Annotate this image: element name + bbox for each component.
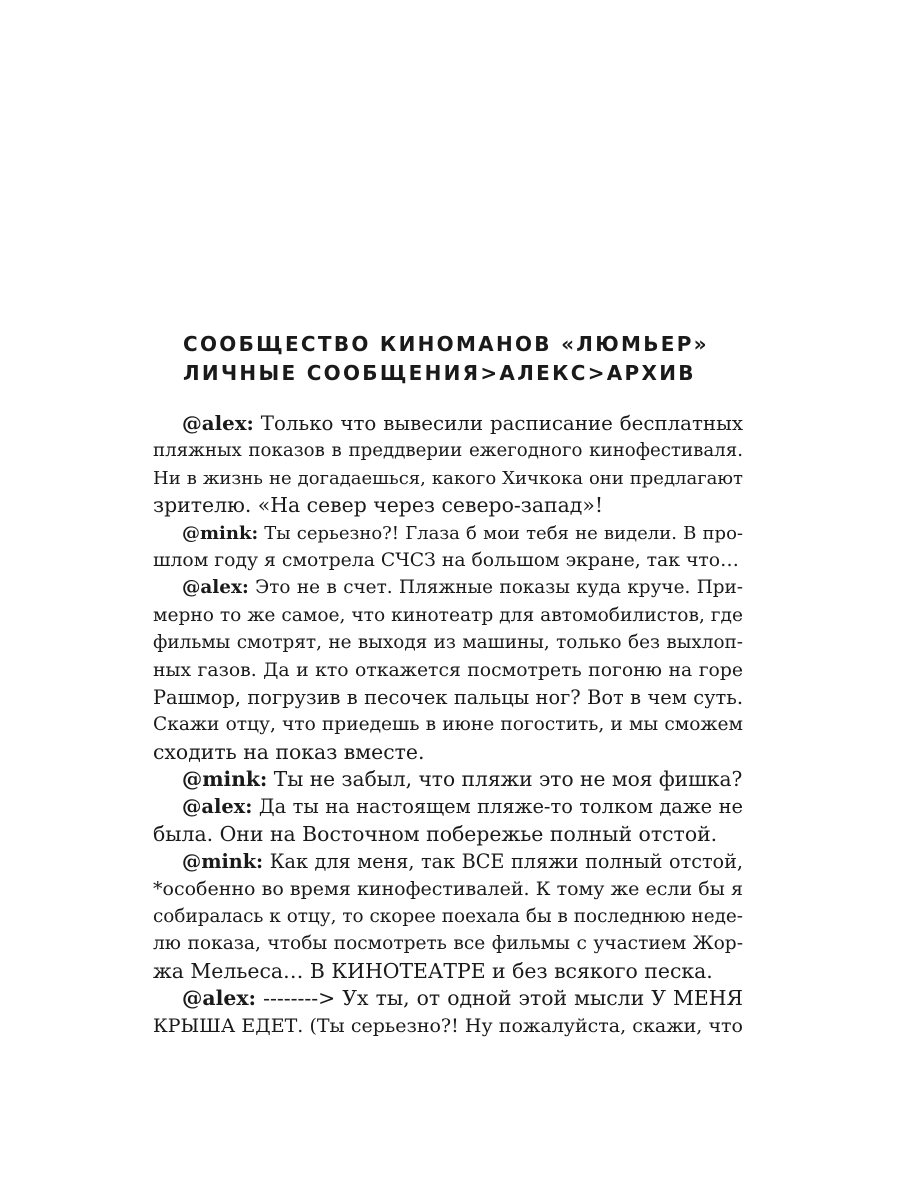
message-line: фильмы смотрят, не выходя из машины, только без выхлоп- (153, 632, 743, 654)
message-line: ных газов. Да и кто откажется посмотреть погоню на горе (153, 659, 743, 681)
message-alex (153, 410, 743, 520)
speaker-name: @alex: (182, 411, 254, 435)
message-first-line (153, 520, 743, 547)
message-alex (153, 574, 743, 766)
message-alex (153, 985, 743, 1040)
message-mink (153, 848, 743, 985)
message-line: пляжных показов в преддверии ежегодного кинофестиваля. (153, 440, 743, 462)
message-line: *особенно во время кинофестивалей. К тому же если бы я (153, 877, 743, 900)
message-text: Это не в счет. Пляжные показы куда круче. При- (255, 577, 743, 599)
chat-transcript (153, 410, 743, 1040)
message-text: Да ты на настоящем пляже-то толком даже не (258, 795, 743, 819)
message-first-line (153, 848, 743, 875)
message-mink (153, 766, 743, 793)
message-line: Ни в жизнь не догадаешься, какого Хичкока они предлагают (153, 467, 743, 489)
message-text: Ты серьезно?! Глаза б мои тебя не видели. В про- (264, 522, 743, 544)
message-line: зрителю. «На север через северо-запад»! (153, 493, 604, 518)
speaker-name: @mink: (182, 850, 264, 874)
message-mink (153, 520, 743, 575)
speaker-name: @alex: (182, 577, 249, 599)
heading-line-1: СООБЩЕСТВО КИНОМАНОВ «ЛЮМЬЕР» (183, 332, 709, 356)
speaker-name: @mink: (182, 522, 259, 544)
message-text: Ты не забыл, что пляжи это не моя фишка? (273, 767, 743, 792)
message-line: лю показа, чтобы посмотреть все фильмы с участием Жор- (153, 933, 743, 955)
message-first-line (153, 410, 743, 437)
message-line: КРЫША ЕДЕТ. (Ты серьезно?! Ну пожалуйста, скажи, что (153, 1014, 743, 1037)
message-first-line (153, 985, 743, 1012)
message-line: шлом году я смотрела СЧСЗ на большом экране, так что… (153, 549, 739, 571)
message-first-line (153, 574, 743, 601)
message-text: Как для меня, так ВСЕ пляжи полный отстой, (269, 850, 743, 874)
message-first-line (153, 766, 743, 793)
message-line: Рашмор, погрузив в песочек пальцы ног? Вот в чем суть. (153, 685, 743, 709)
speaker-name: @alex: (182, 986, 257, 1011)
message-line: мерно то же самое, что кинотеатр для автомобилистов, где (153, 604, 743, 626)
message-line: была. Они на Восточном побережье полный отстой. (153, 821, 718, 846)
message-line: Скажи отцу, что приедешь в июне погостить, и мы сможем (153, 714, 743, 736)
chapter-heading (183, 330, 783, 388)
message-line: собиралась к отцу, то скорее поехала бы в последнюю неде- (153, 906, 743, 928)
message-text: --------> Ух ты, от одной этой мысли У МЕНЯ (263, 986, 744, 1011)
speaker-name: @mink: (182, 767, 268, 792)
message-line: сходить на показ вместе. (153, 739, 425, 764)
message-text: Только что вывесили расписание бесплатных (260, 412, 743, 435)
speaker-name: @alex: (182, 795, 253, 819)
message-first-line (153, 793, 743, 820)
message-line: жа Мельеса… В КИНОТЕАТРЕ и без всякого песка. (153, 958, 713, 983)
heading-line-2: ЛИЧНЫЕ СООБЩЕНИЯ>АЛЕКС>АРХИВ (183, 361, 696, 385)
message-alex (153, 793, 743, 848)
